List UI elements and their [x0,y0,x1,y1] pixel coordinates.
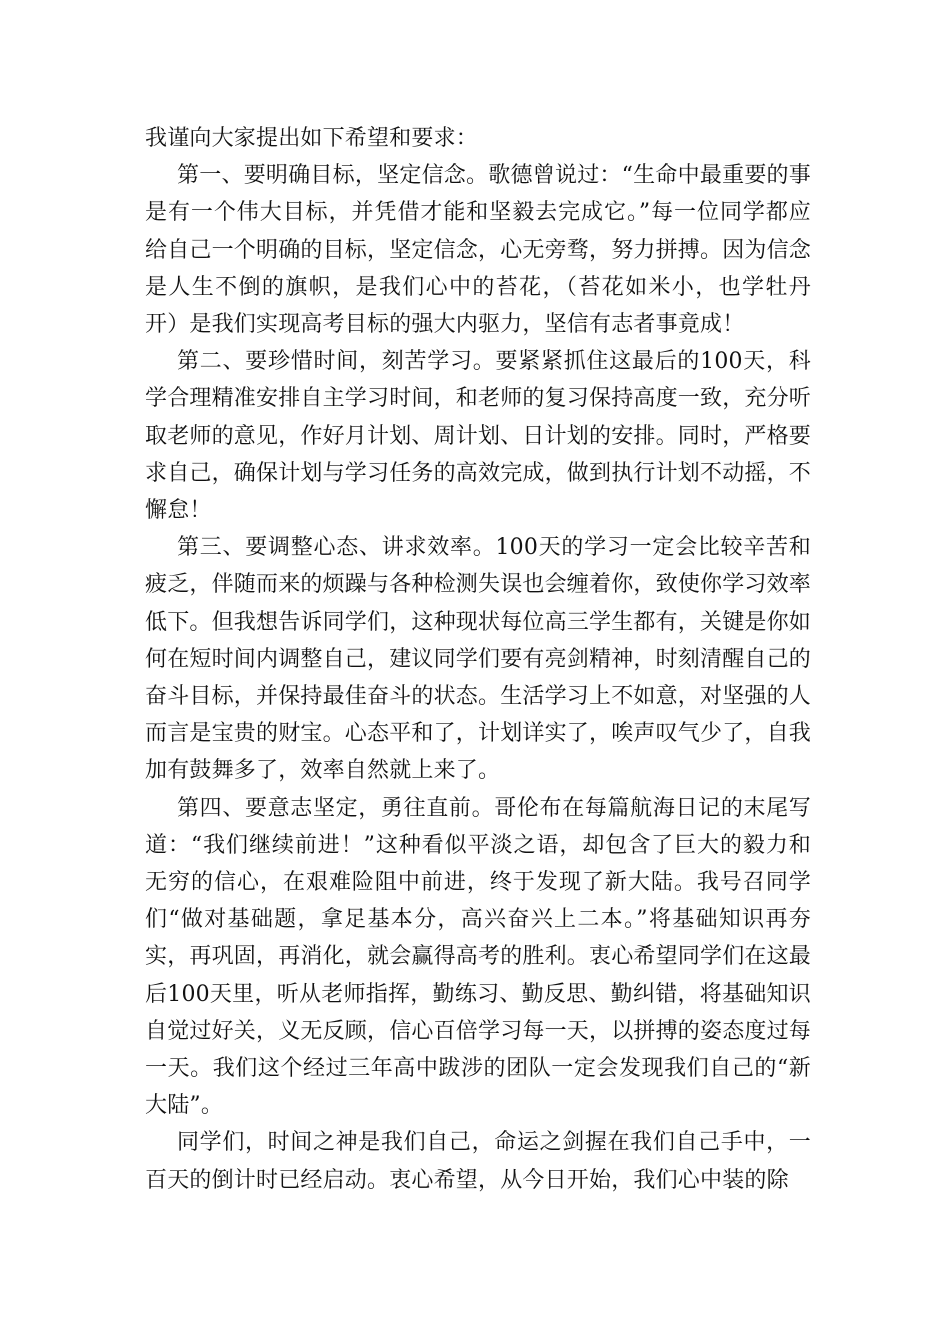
paragraph-third-point: 第三、要调整心态、讲求效率。100天的学习一定会比较辛苦和疲乏，伴随而来的烦躁与各种检测失误也会缠着你，致使你学习效率低下。但我想告诉同学们，这种现状每位高三学生都有，关键是你如何在短时间内调整自己，建议同学们要有亮剑精神，时刻清醒自己的奋斗目标，并保持最佳奋斗的状态。生活学习上不如意，对坚强的人而言是宝贵的财宝。心态平和了，计划详实了，唉声叹气少了，自我加有鼓舞多了，效率自然就上来了。 [145,535,812,784]
paragraph-closing: 同学们，时间之神是我们自己，命运之剑握在我们自己手中，一百天的倒计时已经启动。衷心希望，从今日开始，我们心中装的除 [145,1130,811,1193]
paragraph-fourth-point: 第四、要意志坚定，勇往直前。哥伦布在每篇航海日记的末尾写道：“我们继续前进！”这种看似平淡之语，却包含了巨大的毅力和无穷的信心，在艰难险阻中前进，终于发现了新大陆。我号召同学们“做对基础题，拿足基本分，高兴奋兴上二本。”将基础知识再夯实，再巩固，再消化，就会赢得高考的胜利。衷心希望同学们在这最后100天里，听从老师指挥，勤练习、勤反思、勤纠错，将基础知识自觉过好关，义无反顾，信心百倍学习每一天，以拼搏的姿态度过每一天。我们这个经过三年高中跋涉的团队一定会发现我们自己的“新大陆”。 [145,795,812,1119]
document-body [145,120,811,1199]
paragraph-second-point: 第二、要珍惜时间，刻苦学习。要紧紧抓住这最后的100天，科学合理精准安排自主学习时间，和老师的复习保持高度一致，充分听取老师的意见，作好月计划、周计划、日计划的安排。同时，严格要求自己，确保计划与学习任务的高效完成，做到执行计划不动摇，不懈怠！ [145,349,812,524]
paragraph-first-point: 第一、要明确目标，坚定信念。歌德曾说过：“生命中最重要的事是有一个伟大目标，并凭借才能和坚毅去完成它。”每一位同学都应给自己一个明确的目标，坚定信念，心无旁骛，努力拼搏。因为信念是人生不倒的旗帜，是我们心中的苔花，（苔花如米小，也学牡丹开）是我们实现高考目标的强大内驱力，坚信有志者事竟成！ [145,163,812,338]
paragraph-intro: 我谨向大家提出如下希望和要求： [145,126,479,151]
